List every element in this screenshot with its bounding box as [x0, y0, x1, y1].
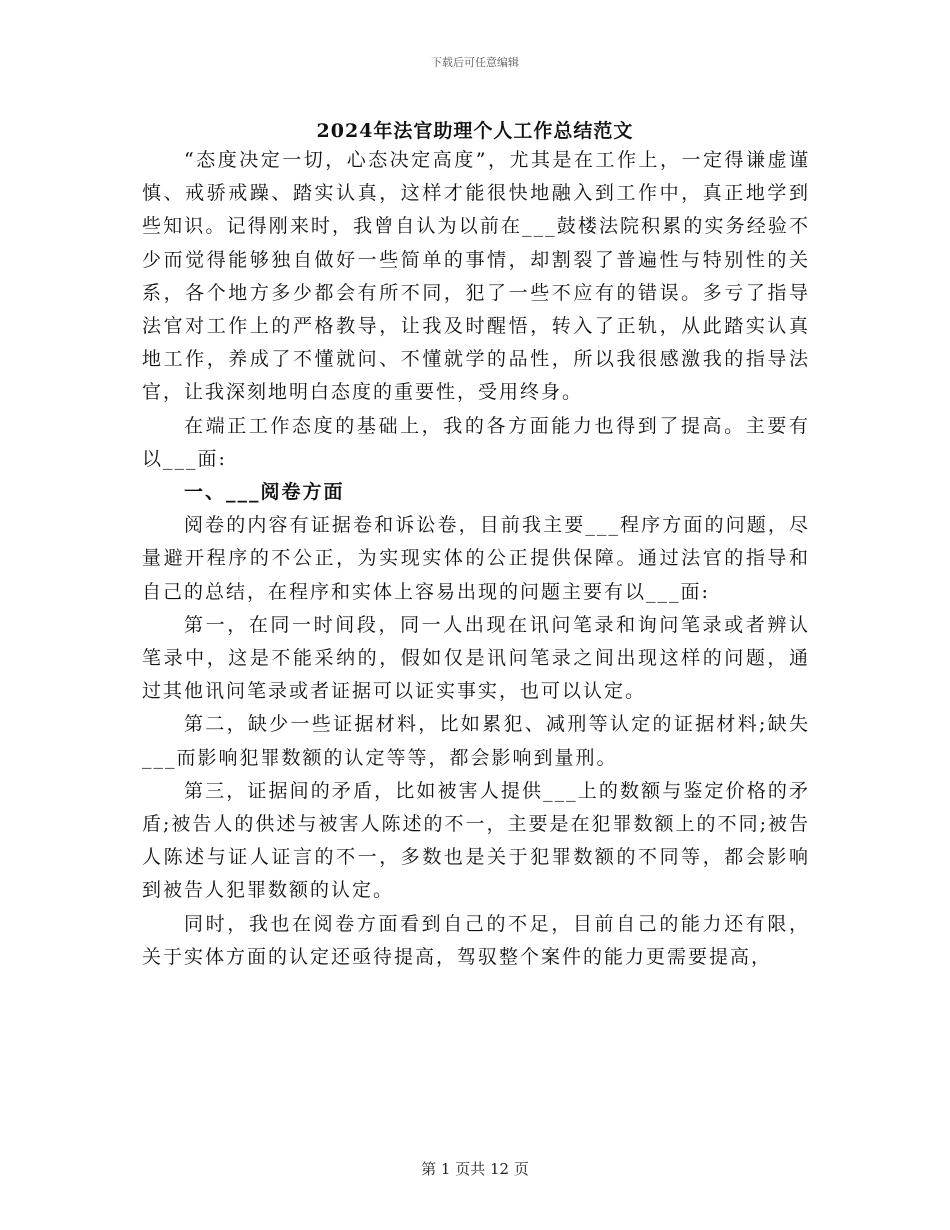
section-heading-reading-files: 一、___阅卷方面	[184, 481, 345, 504]
paragraph-point-two: 第二，缺少一些证据材料，比如累犯、减刑等认定的证据材料;缺失___而影响犯罪数额的认定等等，都会影响到量刑。	[142, 713, 810, 769]
paragraph-shortcomings: 同时，我也在阅卷方面看到自己的不足，目前自己的能力还有限，关于实体方面的认定还亟待提高，驾驭整个案件的能力更需要提高，	[142, 912, 810, 968]
paragraph-point-three: 第三，证据间的矛盾，比如被害人提供___上的数额与鉴定价格的矛盾;被告人的供述与被害人陈述的不一，主要是在犯罪数额上的不同;被告人陈述与证人证言的不一，多数也是关于犯罪数额的不同等，都会影响到被告人犯罪数额的认定。	[142, 779, 810, 902]
paragraph-abilities-intro: 在端正工作态度的基础上，我的各方面能力也得到了提高。主要有以___面:	[142, 414, 810, 470]
document-body	[142, 144, 810, 974]
paragraph-attitude: “态度决定一切，心态决定高度”，尤其是在工作上，一定得谦虚谨慎、戒骄戒躁、踏实认真，这样才能很快地融入到工作中，真正地学到些知识。记得刚来时，我曾自认为以前在___鼓楼法院积累的实务经验不少而觉得能够独自做好一些简单的事情，却割裂了普遍性与特别性的关系，各个地方多少都会有所不同，犯了一些不应有的错误。多亏了指导法官对工作上的严格教导，让我及时醒悟，转入了正轨，从此踏实认真地工作，养成了不懂就问、不懂就学的品性，所以我很感激我的指导法官，让我深刻地明白态度的重要性，受用终身。	[142, 149, 810, 404]
document-title: 2024年法官助理个人工作总结范文	[316, 120, 634, 142]
page-number-footer: 第 1 页共 12 页	[421, 1160, 529, 1178]
paragraph-reading-files: 阅卷的内容有证据卷和诉讼卷，目前我主要___程序方面的问题，尽量避开程序的不公正，为实现实体的公正提供保障。通过法官的指导和自己的总结，在程序和实体上容易出现的问题主要有以___面:	[142, 514, 810, 603]
page-header: 下载后可任意编辑	[431, 56, 519, 69]
paragraph-point-one: 第一，在同一时间段，同一人出现在讯问笔录和询问笔录或者辨认笔录中，这是不能采纳的，假如仅是讯问笔录之间出现这样的问题，通过其他讯问笔录或者证据可以证实事实，也可以认定。	[142, 613, 810, 703]
